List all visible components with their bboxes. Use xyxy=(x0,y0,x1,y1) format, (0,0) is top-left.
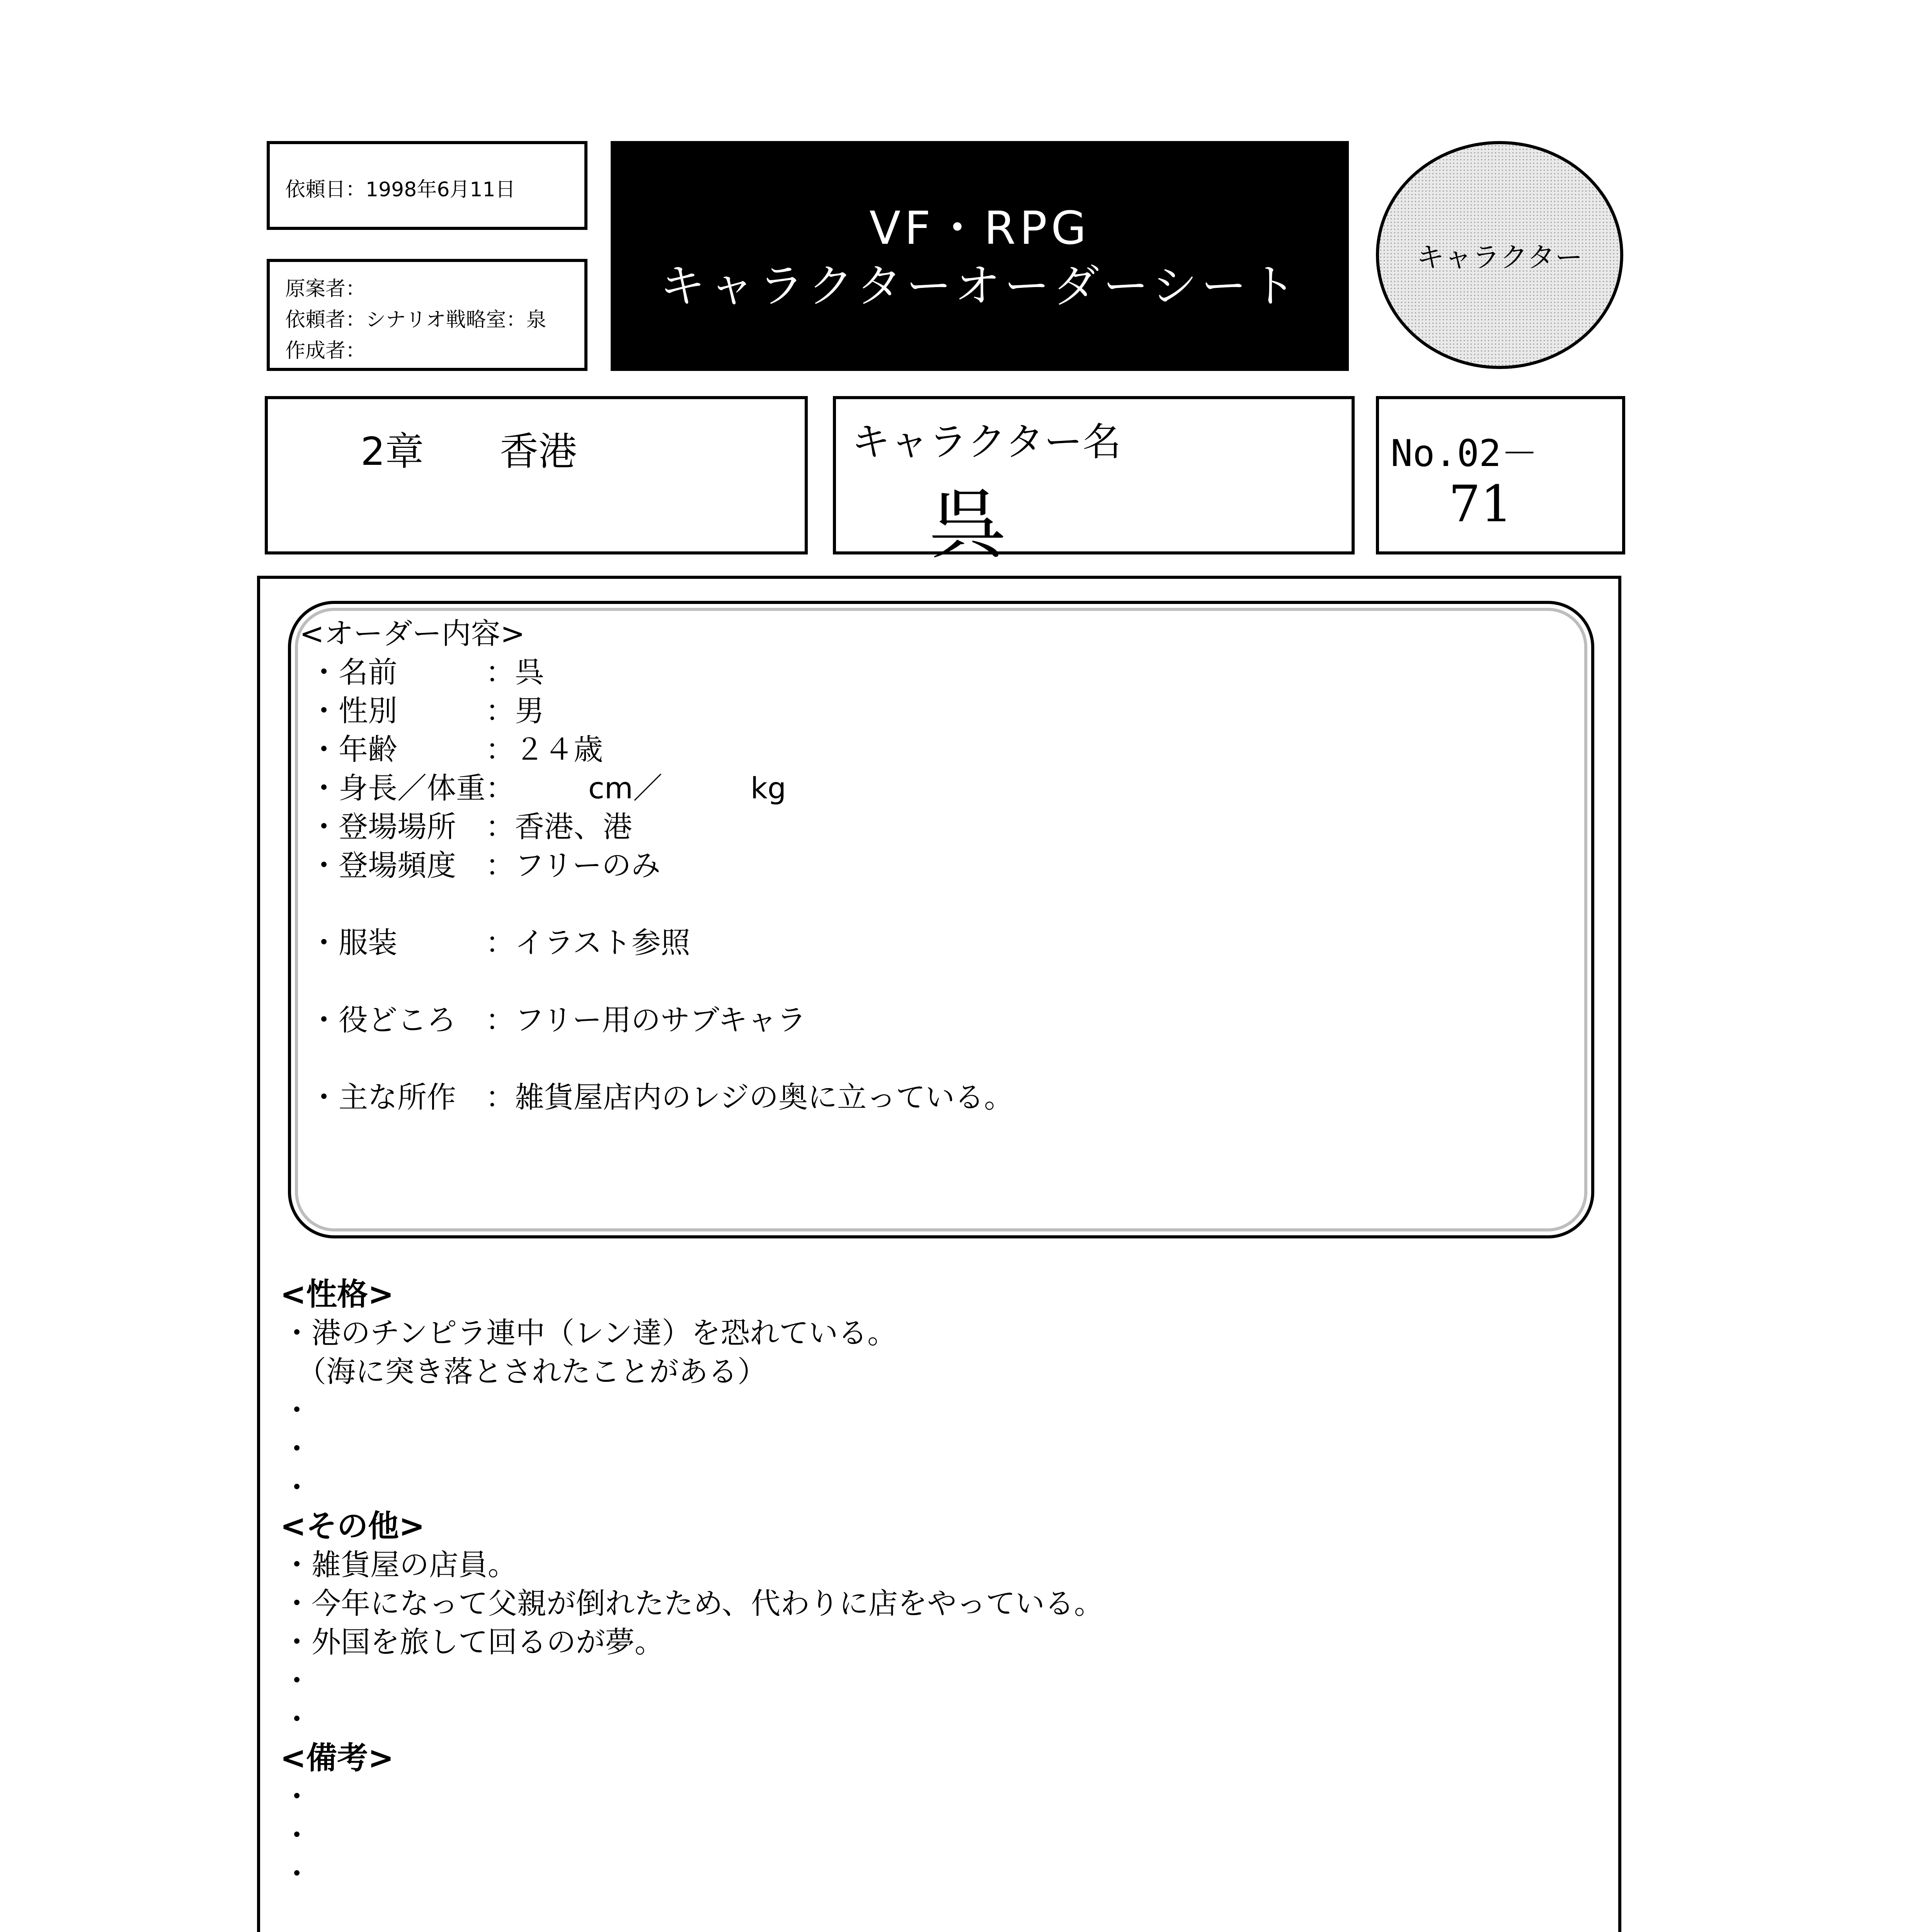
personality-heading: <性格> xyxy=(280,1276,394,1312)
order-line-age: ・年齢 ：２４歳 xyxy=(309,732,603,767)
chapter-location: 香港 xyxy=(500,429,577,474)
order-heading: <オーダー内容> xyxy=(300,616,525,651)
personality-line: ・ xyxy=(282,1432,312,1466)
sheet-type-label: キャラクター xyxy=(1416,241,1583,274)
request-date: 依頼日：1998年6月11日 xyxy=(285,178,516,201)
staff-info-box xyxy=(267,259,587,371)
request-date-box xyxy=(267,141,587,230)
order-line-appearance-frequency: ・登場頻度 ：フリーのみ xyxy=(309,848,661,883)
notes-heading: <備考> xyxy=(280,1740,394,1776)
order-line-role: ・役どころ ：フリー用のサブキャラ xyxy=(309,1003,806,1037)
sheet-number-box xyxy=(1376,396,1625,554)
notes-line: ・ xyxy=(282,1818,312,1852)
title-line-2: キャラクターオーダーシート xyxy=(659,259,1300,313)
sheet-number-prefix: No.02－ xyxy=(1391,432,1538,475)
personality-line: ・ xyxy=(282,1393,312,1427)
other-line: ・外国を旅して回るのが夢。 xyxy=(282,1625,664,1659)
chapter-box xyxy=(265,396,808,554)
other-line: ・ xyxy=(282,1663,312,1698)
personality-line: （海に突き落とされたことがある） xyxy=(282,1354,767,1389)
notes-line: ・ xyxy=(282,1857,312,1891)
notes-line: ・ xyxy=(282,1779,312,1814)
character-name-value: 呉 xyxy=(929,480,1006,570)
order-line-behavior: ・主な所作 ：雑貨屋店内のレジの奥に立っている。 xyxy=(309,1080,1014,1114)
character-name-box xyxy=(833,396,1355,570)
originator-field: 原案者： xyxy=(285,277,366,301)
other-line: ・雑貨屋の店員。 xyxy=(282,1548,517,1582)
order-line-clothing: ・服装 ：イラスト参照 xyxy=(309,925,690,960)
sheet-title xyxy=(611,141,1349,371)
other-heading: <その他> xyxy=(280,1508,425,1544)
chapter-number: 2章 xyxy=(361,429,424,474)
order-line-name: ・名前 ：呉 xyxy=(309,655,544,689)
order-line-appearance-place: ・登場場所 ：香港、港 xyxy=(309,810,632,844)
order-line-gender: ・性別 ：男 xyxy=(309,694,544,728)
requester-field: 依頼者：シナリオ戦略室：泉 xyxy=(285,308,546,332)
personality-line: ・ xyxy=(282,1470,312,1505)
order-line-height-weight: ・身長／体重： cm／ kg xyxy=(309,771,787,805)
sheet-number-value: 71 xyxy=(1449,474,1513,533)
sheet-type-badge xyxy=(1376,141,1623,369)
other-line: ・今年になって父親が倒れたため、代わりに店をやっている。 xyxy=(282,1586,1103,1621)
other-line: ・ xyxy=(282,1702,312,1736)
title-line-1: VF・RPG xyxy=(869,201,1090,255)
author-field: 作成者： xyxy=(285,339,366,362)
personality-line: ・港のチンピラ連中（レン達）を恐れている。 xyxy=(282,1316,897,1350)
character-name-label: キャラクター名 xyxy=(851,419,1121,464)
